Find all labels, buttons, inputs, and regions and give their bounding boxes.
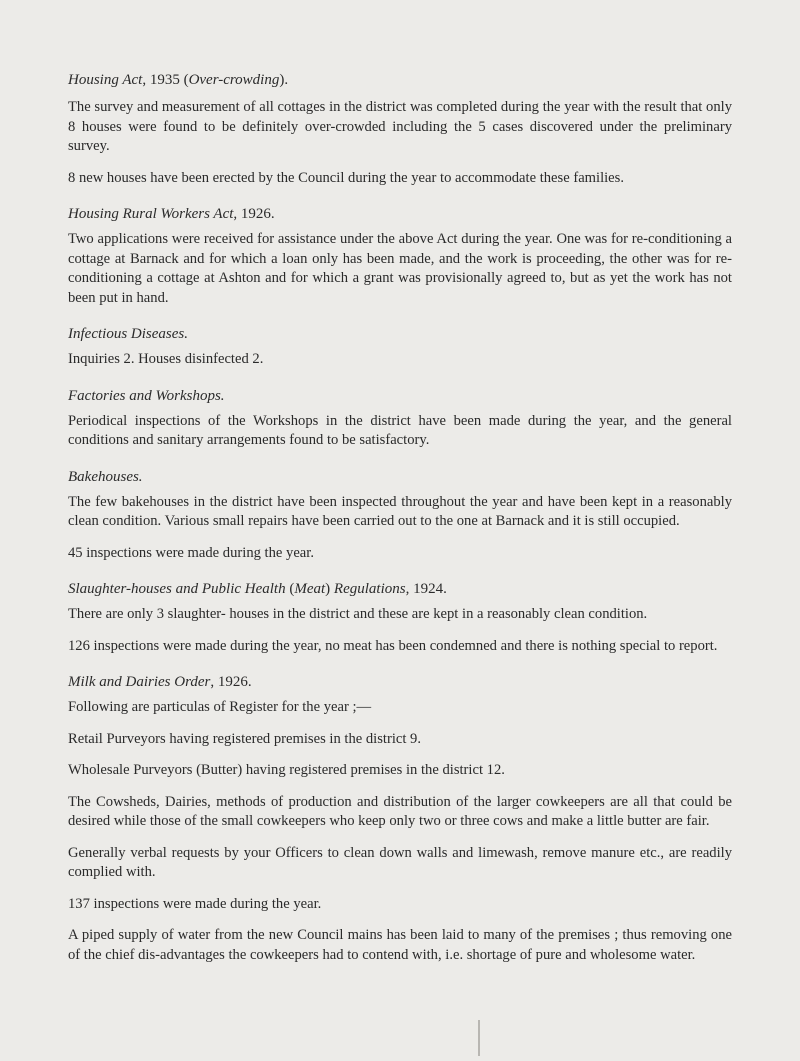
paragraph: Wholesale Purveyors (Butter) having registered premises in the district 12. — [68, 762, 505, 778]
paragraph: The few bakehouses in the district have been inspected throughout the year and have been kept in a reasonably clean condition. Various small repairs have been carried out to the one at Barnack and it is still occupied. — [68, 493, 732, 529]
section-milk-and-dairies-order — [68, 672, 732, 965]
paragraph: Retail Purveyors having registered premises in the district 9. — [68, 730, 422, 747]
section-heading: Infectious Diseases. — [68, 326, 188, 342]
section-heading: Slaughter-houses and Public Health (Meat) Regulations, 1924. — [68, 581, 447, 597]
paragraph: There are only 3 slaughter- houses in the district and these are kept in a reasonably clean condition. — [68, 606, 648, 622]
paragraph: 8 new houses have been erected by the Council during the year to accommodate these families. — [68, 169, 624, 186]
paragraph: The survey and measurement of all cottages in the district was completed during the year with the result that only 8 houses were found to be definitely over-crowded including the 5 cases discovered under the preliminary survey. — [68, 99, 732, 154]
section-heading: Bakehouses. — [68, 468, 143, 485]
section-infectious-diseases — [68, 324, 732, 370]
section-heading: Housing Rural Workers Act, 1926. — [68, 206, 275, 222]
paragraph: A piped supply of water from the new Council mains has been laid to many of the premises ; thus removing one of the chief dis-advantages the cowkeepers had to contend with, i.e. shortage of pure and wholesome water. — [68, 927, 732, 963]
section-bakehouses — [68, 467, 732, 564]
document-page — [68, 70, 732, 981]
section-housing-act — [68, 70, 732, 188]
section-heading: Milk and Dairies Order, 1926. — [68, 674, 252, 690]
paragraph: 126 inspections were made during the year, no meat has been condemned and there is nothing special to report. — [68, 637, 718, 654]
section-heading: Housing Act, 1935 (Over-crowding). — [68, 72, 289, 88]
paragraph: Inquiries 2. Houses disinfected 2. — [68, 351, 264, 367]
paragraph: Generally verbal requests by your Officers to clean down walls and limewash, remove manure etc., are readily complied with. — [68, 844, 732, 880]
paragraph: 137 inspections were made during the year. — [68, 895, 322, 912]
section-heading: Factories and Workshops. — [68, 387, 225, 404]
paragraph: 45 inspections were made during the year. — [68, 544, 314, 561]
section-factories-and-workshops — [68, 386, 732, 451]
paragraph: Periodical inspections of the Workshops in the district have been made during the year, and the general conditions and sanitary arrangements found to be satisfactory. — [68, 412, 732, 448]
section-housing-rural-workers-act — [68, 204, 732, 308]
paragraph: The Cowsheds, Dairies, methods of production and distribution of the larger cowkeepers are all that could be desired while those of the small cowkeepers who keep only two or three cows and make a little butter are fair. — [68, 793, 732, 829]
section-slaughter-houses — [68, 579, 732, 656]
paragraph: Two applications were received for assistance under the above Act during the year. One was for re-conditioning a cottage at Barnack and for which a loan only has been made, and the work is proceeding, the other was for re-conditioning a cottage at Ashton and for which a grant was provisionally agreed to, but as yet the work has not been put in hand. — [68, 231, 732, 306]
paragraph: Following are particulas of Register for the year ;— — [68, 699, 372, 715]
scan-fold-mark — [478, 1020, 480, 1056]
